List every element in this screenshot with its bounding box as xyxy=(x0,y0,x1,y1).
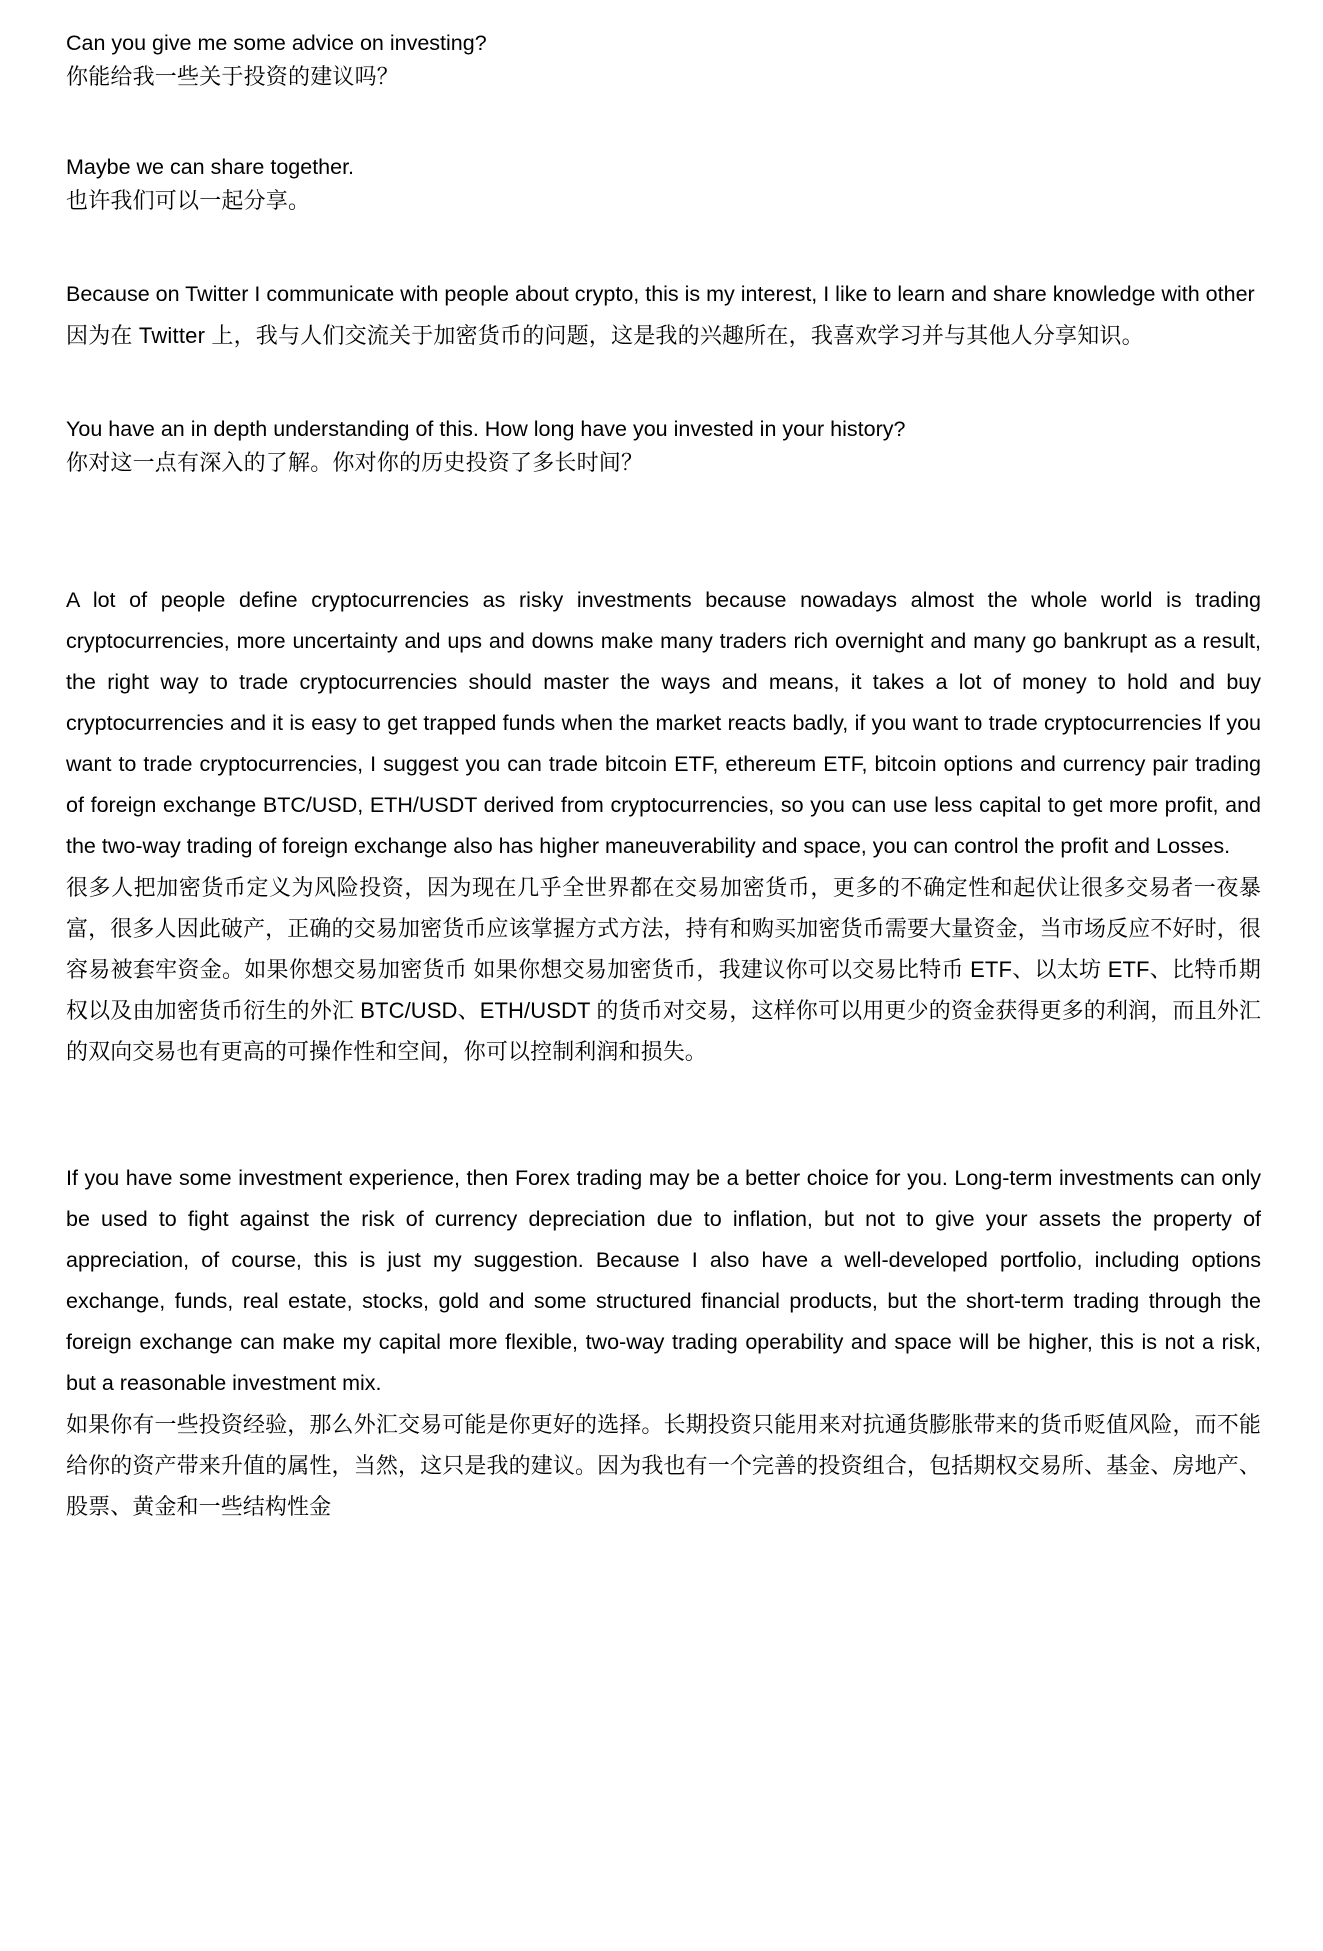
message-block-history-question xyxy=(66,412,1261,480)
spacer xyxy=(66,94,1261,150)
history-question-english: You have an in depth understanding of this. How long have you invested in your history? xyxy=(66,417,906,441)
spacer xyxy=(66,218,1261,274)
share-together-chinese: 也许我们可以一起分享。 xyxy=(66,188,311,213)
history-question-chinese: 你对这一点有深入的了解。你对你的历史投资了多长时间？ xyxy=(66,450,644,475)
crypto-risk-answer-english: A lot of people define cryptocurrencies as risky investments because nowadays almost the whole world is trading cryptocurrencies, more uncertainty and ups and downs make many traders rich overnight and many go bankrupt as a result, the right way to trade cryptocurrencies should master the ways and means, it takes a lot of money to hold and buy cryptocurrencies and it is easy to get trapped funds when the market reacts badly, if you want to trade cryptocurrencies If you want to trade cryptocurrencies, I suggest you can trade bitcoin ETF, ethereum ETF, bitcoin options and currency pair trading of foreign exchange BTC/USD, ETH/USDT derived from cryptocurrencies, so you can use less capital to get more profit, and the two-way trading of foreign exchange also has higher maneuverability and space, you can control the profit and Losses. xyxy=(66,588,1261,858)
spacer xyxy=(66,356,1261,412)
message-block-advice-request xyxy=(66,26,1261,94)
twitter-crypto-english: Because on Twitter I communicate with people about crypto, this is my interest, I like to learn and share knowledge with other xyxy=(66,282,1255,306)
spacer xyxy=(66,1072,1261,1158)
forex-answer-english: If you have some investment experience, then Forex trading may be a better choice for you. Long-term investments can only be used to fight against the risk of currency depreciation due to inflation, but not to give your assets the property of appreciation, of course, this is just my suggestion. Because I also have a well-developed portfolio, including options exchange, funds, real estate, stocks, gold and some structured financial products, but the short-term trading through the foreign exchange can make my capital more flexible, two-way trading operability and space will be higher, this is not a risk, but a reasonable investment mix. xyxy=(66,1166,1261,1395)
advice-request-chinese: 你能给我一些关于投资的建议吗？ xyxy=(66,64,400,89)
forex-answer-chinese: 如果你有一些投资经验，那么外汇交易可能是你更好的选择。长期投资只能用来对抗通货膨胀带来的货币贬值风险，而不能给你的资产带来升值的属性，当然，这只是我的建议。因为我也有一个完善的投资组合，包括期权交易所、基金、房地产、股票、黄金和一些结构性金 xyxy=(66,1412,1261,1519)
message-block-twitter-crypto xyxy=(66,274,1261,356)
twitter-crypto-chinese: 因为在 Twitter 上，我与人们交流关于加密货币的问题，这是我的兴趣所在，我喜欢学习并与其他人分享知识。 xyxy=(66,323,1144,348)
message-block-share-together xyxy=(66,150,1261,218)
crypto-risk-answer-chinese: 很多人把加密货币定义为风险投资，因为现在几乎全世界都在交易加密货币，更多的不确定性和起伏让很多交易者一夜暴富，很多人因此破产，正确的交易加密货币应该掌握方式方法，持有和购买加密货币需要大量资金，当市场反应不好时，很容易被套牢资金。如果你想交易加密货币 如果你想交易加密货币，我建议你可以交易比特币 ETF、以太坊 ETF、比特币期权以及由加密货币衍生的外汇 BTC/USD、ETH/USDT 的货币对交易，这样你可以用更少的资金获得更多的利润，而且外汇的双向交易也有更高的可操作性和空间，你可以控制利润和损失。 xyxy=(66,875,1261,1064)
message-block-forex-answer xyxy=(66,1158,1261,1527)
share-together-english: Maybe we can share together. xyxy=(66,155,355,179)
message-block-crypto-risk-answer xyxy=(66,580,1261,1072)
advice-request-english: Can you give me some advice on investing? xyxy=(66,31,487,55)
spacer xyxy=(66,480,1261,580)
